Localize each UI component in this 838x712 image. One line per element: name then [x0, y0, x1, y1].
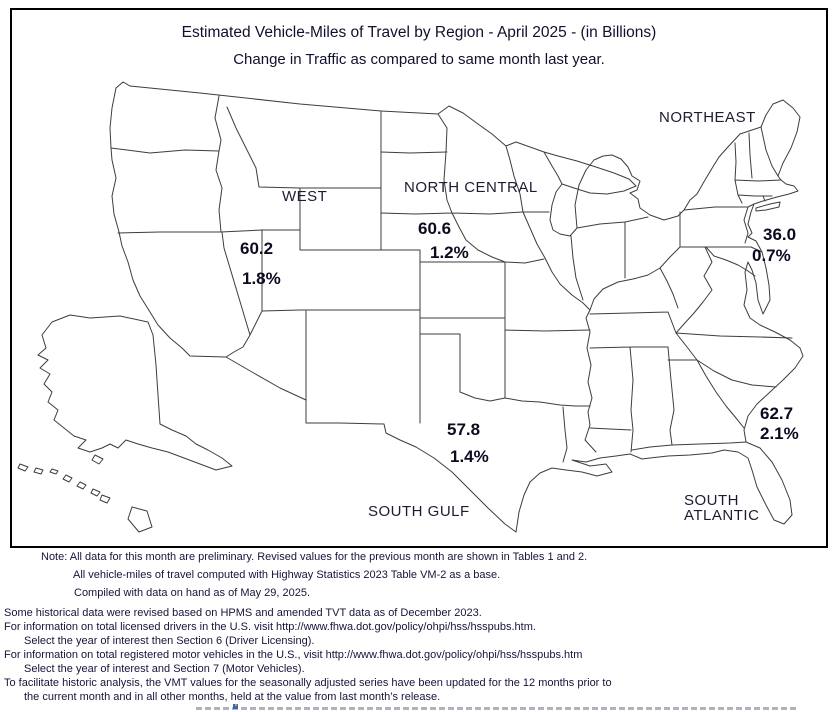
region-label-south-atlantic: SOUTH ATLANTIC [684, 492, 760, 524]
map-subtitle: Change in Traffic as compared to same month last year. [233, 51, 605, 68]
region-label-north-central: NORTH CENTRAL [404, 179, 538, 196]
footnote-seasonal-adjustment-cont: the current month and in all other months, held at the value from last month’s release. [24, 691, 441, 703]
cutoff-dashed-rule [196, 707, 796, 710]
note-preliminary: Note: All data for this month are preliminary. Revised values for the previous month are shown in Tables 1 and 2. [41, 551, 588, 563]
cutoff-table-fragment [233, 704, 238, 709]
value-south-atlantic-change: 2.1% [760, 424, 799, 443]
value-north-central-change: 1.2% [430, 243, 469, 262]
value-south-gulf-change: 1.4% [450, 447, 489, 466]
value-south-atlantic-vmt: 62.7 [760, 404, 794, 423]
value-north-central-vmt: 60.6 [418, 219, 452, 238]
footnote-section6: Select the year of interest then Section 6 (Driver Licensing). [24, 635, 315, 647]
map-border-frame [10, 8, 828, 548]
map-title: Estimated Vehicle-Miles of Travel by Region - April 2025 - (in Billions) [181, 24, 657, 41]
value-northeast-change: 0.7% [752, 246, 791, 265]
footnote-registered-vehicles: For information on total registered motor vehicles in the U.S., visit http://www.fhwa.dot.gov/policy/ohpi/hss/hsspubs.htm [4, 649, 583, 661]
value-west-vmt: 60.2 [240, 239, 274, 258]
note-compiled-date: Compiled with data on hand as of May 29, 2025. [74, 587, 311, 599]
footnote-hpms-revision: Some historical data were revised based on HPMS and amended TVT data as of December 2023. [4, 607, 482, 619]
value-west-change: 1.8% [242, 269, 281, 288]
footnote-seasonal-adjustment: To facilitate historic analysis, the VMT values for the seasonally adjusted series have been updated for the 12 months prior to [4, 677, 612, 689]
footnote-section7: Select the year of interest and Section 7 (Motor Vehicles). [24, 663, 305, 675]
region-label-northeast: NORTHEAST [659, 109, 756, 126]
region-label-south-gulf: SOUTH GULF [368, 503, 470, 520]
value-south-gulf-vmt: 57.8 [447, 420, 481, 439]
value-northeast-vmt: 36.0 [763, 225, 797, 244]
footnote-licensed-drivers: For information on total licensed drivers in the U.S. visit http://www.fhwa.dot.gov/policy/ohpi/hss/hsspubs.htm. [4, 621, 536, 633]
note-vm2-base: All vehicle-miles of travel computed with Highway Statistics 2023 Table VM-2 as a base. [73, 569, 501, 581]
region-label-west: WEST [282, 188, 328, 205]
